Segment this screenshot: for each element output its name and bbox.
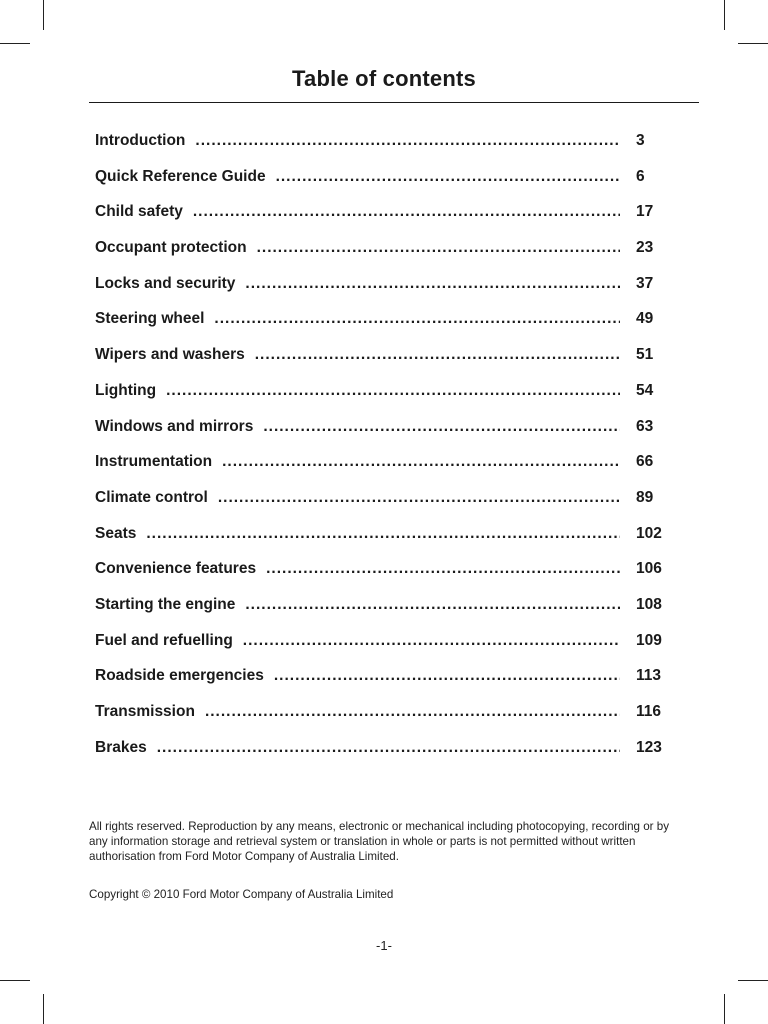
toc-entry-page: 108: [636, 595, 662, 613]
toc-entry[interactable]: [95, 168, 670, 204]
toc-entry-label: Wipers and washers: [95, 346, 245, 364]
toc-leader-dots: [222, 453, 620, 471]
toc-entry-label: Transmission: [95, 703, 195, 720]
toc-leader-dots: [245, 596, 620, 614]
toc-entry[interactable]: [95, 132, 670, 168]
toc-leader-dots: [146, 525, 620, 543]
page-title: Table of contents: [292, 66, 476, 91]
toc-leader-dots: [195, 132, 620, 150]
toc-entry-label: Introduction: [95, 132, 186, 149]
toc-leader-dots: [218, 489, 620, 507]
toc-leader-dots: [255, 346, 620, 364]
crop-mark-top-right-vertical: [724, 0, 725, 30]
toc-entry[interactable]: [95, 203, 670, 239]
toc-entry[interactable]: [95, 560, 670, 596]
toc-entry-page: 23: [636, 239, 654, 257]
toc-leader-dots: [257, 239, 620, 257]
toc-leader-dots: [193, 203, 620, 221]
toc-leader-dots: [157, 739, 620, 757]
toc-entry-page: 106: [636, 560, 662, 578]
toc-leader-dots: [243, 632, 620, 650]
toc-entry-page: 113: [636, 667, 662, 685]
toc-entry-label: Windows and mirrors: [95, 417, 254, 435]
toc-entry-page: 63: [636, 417, 654, 435]
toc-entry-label: Lighting: [95, 381, 157, 399]
toc-leader-dots: [266, 560, 620, 578]
crop-mark-bottom-left-horizontal: [0, 980, 30, 981]
toc-entry-label: Seats: [95, 524, 137, 542]
toc-entry-page: 66: [636, 453, 654, 471]
toc-entry-page: 6: [636, 167, 645, 185]
copyright-notice: Copyright © 2010 Ford Motor Company of Australia Limited: [89, 888, 394, 901]
crop-mark-bottom-left-vertical: [43, 994, 44, 1024]
toc-entry-label: Brakes: [95, 738, 147, 756]
toc-entry-label: Instrumentation: [95, 453, 213, 471]
crop-mark-top-left-horizontal: [0, 43, 30, 44]
toc-entry[interactable]: [95, 489, 670, 525]
table-of-contents: [95, 132, 670, 774]
toc-entry-page: 51: [636, 346, 654, 364]
page-number: -1-: [376, 938, 392, 953]
toc-leader-dots: [274, 667, 620, 685]
toc-entry-label: Convenience features: [95, 560, 257, 578]
crop-mark-top-left-vertical: [43, 0, 44, 30]
toc-entry-page: 109: [636, 631, 662, 649]
toc-entry-label: Quick Reference Guide: [95, 167, 266, 185]
toc-entry[interactable]: [95, 667, 670, 703]
legal-notice: All rights reserved. Reproduction by any means, electronic or mechanical including photocopying, recording or by any information storage and retrieval system or translation in whole or parts is not permitted without written authorisation from Ford Motor Company of Australia Limited.: [89, 820, 669, 864]
toc-entry[interactable]: [95, 632, 670, 668]
toc-entry[interactable]: [95, 275, 670, 311]
toc-leader-dots: [276, 168, 620, 186]
crop-mark-bottom-right-vertical: [724, 994, 725, 1024]
toc-entry[interactable]: [95, 453, 670, 489]
toc-entry-page: 123: [636, 738, 662, 756]
toc-entry[interactable]: [95, 346, 670, 382]
toc-entry-page: 49: [636, 310, 654, 328]
toc-entry[interactable]: [95, 418, 670, 454]
toc-entry-page: 17: [636, 203, 654, 221]
toc-entry[interactable]: [95, 525, 670, 561]
toc-leader-dots: [205, 703, 620, 721]
toc-entry[interactable]: [95, 739, 670, 775]
toc-leader-dots: [263, 418, 620, 436]
toc-entry-label: Child safety: [95, 203, 183, 221]
toc-entry-page: 37: [636, 274, 654, 292]
toc-entry-page: 116: [636, 703, 662, 720]
crop-mark-top-right-horizontal: [738, 43, 768, 44]
title-divider: [89, 102, 699, 103]
toc-entry-label: Fuel and refuelling: [95, 631, 233, 649]
toc-entry-page: 89: [636, 488, 654, 506]
toc-leader-dots: [245, 275, 620, 293]
toc-entry[interactable]: [95, 382, 670, 418]
toc-entry[interactable]: [95, 703, 670, 739]
toc-entry-label: Steering wheel: [95, 310, 205, 328]
toc-entry-label: Roadside emergencies: [95, 667, 264, 685]
toc-entry-page: 54: [636, 381, 654, 399]
toc-leader-dots: [214, 310, 620, 328]
toc-entry-page: 3: [636, 132, 645, 149]
toc-entry-page: 102: [636, 524, 662, 542]
toc-entry[interactable]: [95, 596, 670, 632]
toc-leader-dots: [166, 382, 620, 400]
crop-mark-bottom-right-horizontal: [738, 980, 768, 981]
toc-entry[interactable]: [95, 239, 670, 275]
toc-entry-label: Occupant protection: [95, 239, 247, 257]
toc-entry-label: Locks and security: [95, 274, 236, 292]
toc-entry-label: Starting the engine: [95, 595, 236, 613]
toc-entry[interactable]: [95, 310, 670, 346]
toc-entry-label: Climate control: [95, 488, 208, 506]
